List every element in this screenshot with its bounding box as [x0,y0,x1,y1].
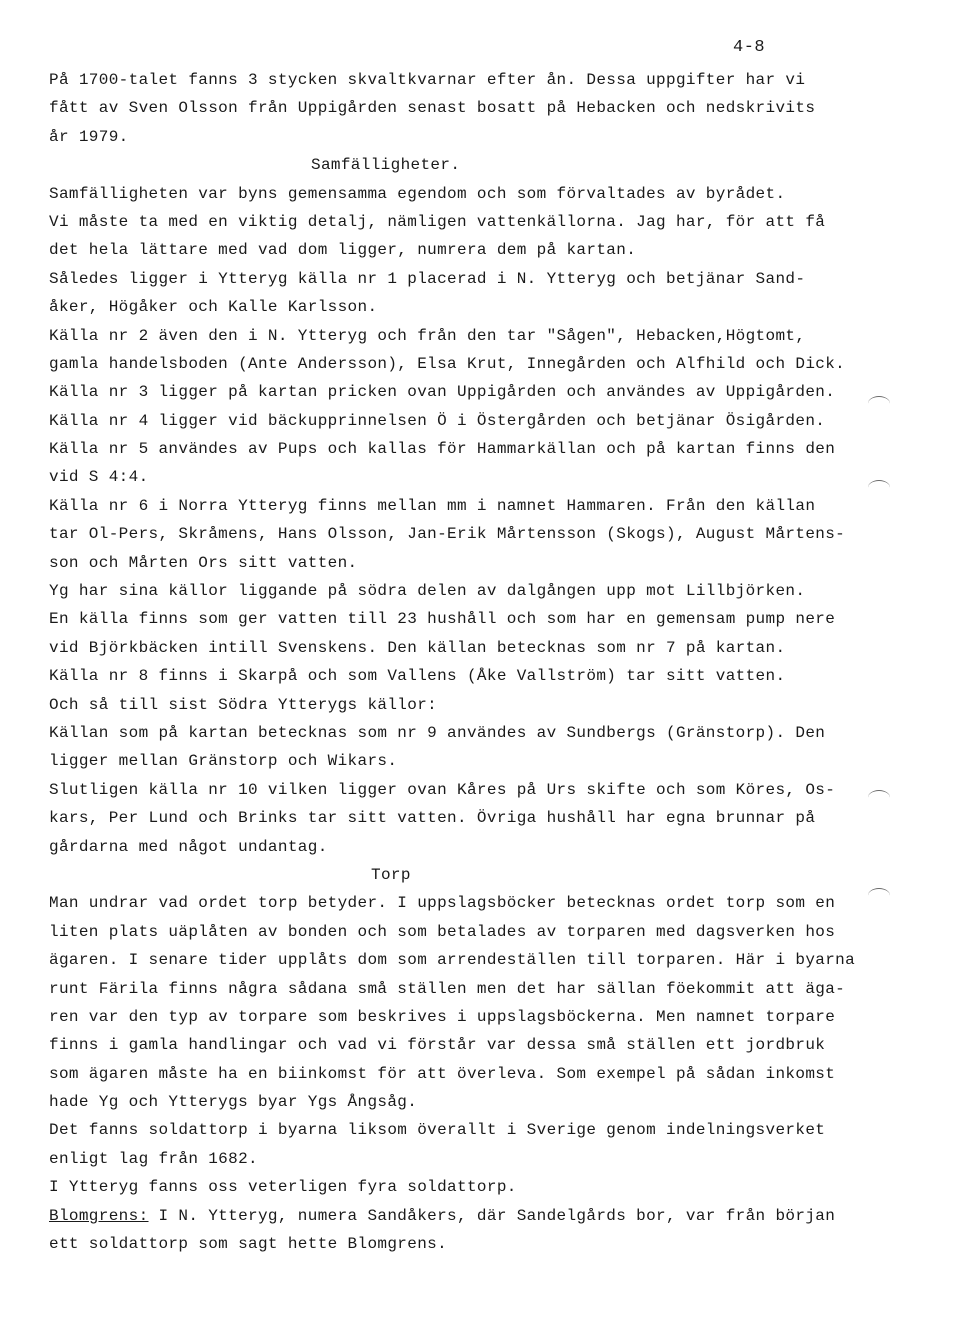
text-line: ren var den typ av torpare som beskrives i uppslagsböckerna. Men namnet torpare [49,1007,836,1026]
text-line: gårdarna med något undantag. [49,837,328,856]
text-line: Källa nr 5 användes av Pups och kallas för Hammarkällan och på kartan finns den [49,440,836,459]
text-line: ligger mellan Gränstorp och Wikars. [49,752,398,771]
text-line: Det fanns soldattorp i byarna liksom överallt i Sverige genom indelningsverket [49,1121,826,1140]
text-line: ett soldattorp som sagt hette Blomgrens. [49,1235,448,1254]
text-line-rest: I N. Ytteryg, numera Sandåkers, där Sandelgårds bor, var från början [148,1206,836,1225]
text-line: Källa nr 4 ligger vid bäckupprinnelsen Ö i Östergården och betjänar Ösigården. [49,411,826,430]
margin-punch-mark [868,480,890,495]
text-line: På 1700-talet fanns 3 stycken skvaltkvarnar efter ån. Dessa uppgifter har vi [49,71,806,89]
text-line: runt Färila finns några sådana små ställen men det har sällan föekommit att äga- [49,979,846,998]
text-line: En källa finns som ger vatten till 23 hushåll och som har en gemensam pump nere [49,610,836,629]
text-line: Vi måste ta med en viktig detalj, nämligen vattenkällorna. Jag har, för att få [49,212,826,231]
text-line: I Ytteryg fanns oss veterligen fyra soldattorp. [49,1178,517,1197]
text-line: Man undrar vad ordet torp betyder. I uppslagsböcker betecknas ordet torp som en [49,894,836,913]
text-line: Yg har sina källor liggande på södra delen av dalgången upp mot Lillbjörken. [49,582,806,601]
margin-punch-mark [868,790,890,805]
text-line: ägaren. I senare tider upplåts dom som arrendeställen till torparen. Här i byarna [49,951,856,970]
text-line: Källa nr 3 ligger på kartan pricken ovan Uppigården och användes av Uppigården. [49,383,836,402]
text-line: vid Björkbäcken intill Svenskens. Den källan betecknas som nr 7 på kartan. [49,638,786,657]
text-line: finns i gamla handlingar och vad vi förstår var dessa små ställen ett jordbruk [49,1036,826,1055]
text-line: åker, Högåker och Kalle Karlsson. [49,298,378,317]
text-line: det hela lättare med vad dom ligger, numrera dem på kartan. [49,241,637,260]
text-line: enligt lag från 1682. [49,1149,258,1168]
text-line: Källa nr 8 finns i Skarpå och som Vallens (Åke Vallström) tar sitt vatten. [49,667,786,686]
text-line: Källa nr 2 även den i N. Ytteryg och från den tar "Sågen", Hebacken,Högtomt, [49,326,806,345]
text-line: Slutligen källa nr 10 vilken ligger ovan Kåres på Urs skifte och som Köres, Os- [49,780,836,799]
text-line: Källa nr 6 i Norra Ytteryg finns mellan mm i namnet Hammaren. Från den källan [49,496,816,515]
text-line: gamla handelsboden (Ante Andersson), Elsa Krut, Innegården och Alfhild och Dick. [49,354,846,373]
margin-punch-mark [868,396,890,411]
margin-punch-mark [868,888,890,903]
text-line [49,1202,836,1230]
text-line: Källan som på kartan betecknas som nr 9 användes av Sundbergs (Gränstorp). Den [49,723,826,742]
section-heading-samfalligheter: Samfälligheter. [311,156,461,175]
document-body [49,66,856,1258]
text-line: tar Ol-Pers, Skråmens, Hans Olsson, Jan-Erik Mårtensson (Skogs), August Mårtens- [49,525,846,544]
text-line: vid S 4:4. [49,468,149,487]
text-line: Och så till sist Södra Ytterygs källor: [49,695,438,714]
section-heading-torp: Torp [371,865,411,884]
text-line: liten plats uäplåten av bonden och som betalades av torparen med dagsverken hos [49,922,836,941]
text-line: hade Yg och Ytterygs byar Ygs Ångsåg. [49,1093,418,1112]
underlined-term: Blomgrens: [49,1206,149,1225]
text-line: Således ligger i Ytteryg källa nr 1 placerad i N. Ytteryg och betjänar Sand- [49,269,806,288]
text-line: kars, Per Lund och Brinks tar sitt vatten. Övriga hushåll har egna brunnar på [49,809,816,828]
text-line: fått av Sven Olsson från Uppigården senast bosatt på Hebacken och nedskrivits [49,99,816,118]
page-number: 4-8 [733,38,766,57]
text-line: son och Mårten Ors sitt vatten. [49,553,358,572]
text-line: Samfälligheten var byns gemensamma egendom och som förvaltades av byrådet. [49,184,786,203]
text-line: som ägaren måste ha en biinkomst för att överleva. Som exempel på sådan inkomst [49,1064,836,1083]
text-line: år 1979. [49,127,129,146]
